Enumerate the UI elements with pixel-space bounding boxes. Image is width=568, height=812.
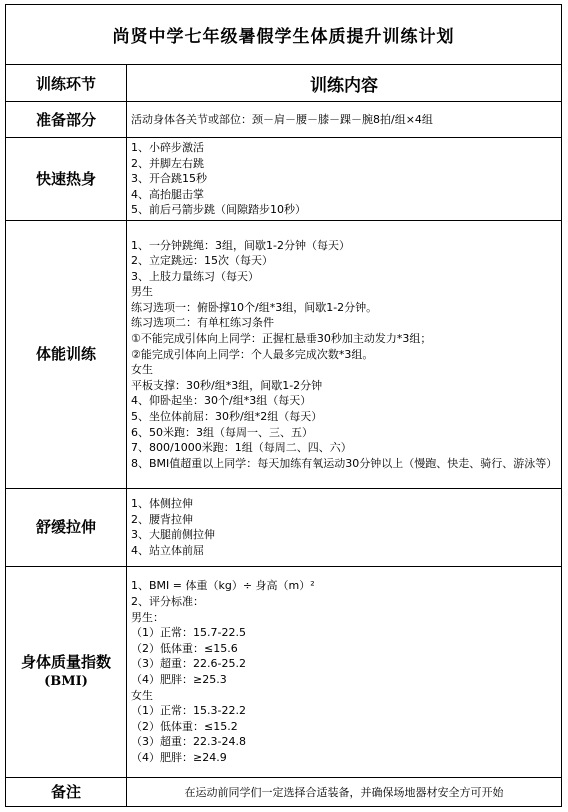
physical-line: 2、立定跳远：15次（每天） [131, 254, 273, 268]
cooldown-content [127, 488, 562, 566]
note-label: 备注 [6, 777, 127, 806]
warmup-label: 快速热身 [6, 138, 127, 221]
bmi-line: 1、BMI = 体重（kg）÷ 身高（m）² [131, 579, 315, 593]
physical-line: ②能完成引体向上同学：个人最多完成次数*3组。 [131, 347, 374, 361]
bmi-line: （1）正常：15.7-22.5 [131, 626, 246, 640]
prep-content [127, 102, 562, 138]
cooldown-line: 2、腰背拉伸 [131, 512, 193, 526]
physical-line: ①不能完成引体向上同学：正握杠悬垂30秒加主动发力*3组； [131, 332, 432, 346]
bmi-content [127, 566, 562, 777]
warmup-line: 3、开合跳15秒 [131, 172, 207, 186]
physical-line: 1、一分钟跳绳：3组，间歇1-2分钟（每天） [131, 238, 350, 252]
warmup-line: 2、并脚左右跳 [131, 156, 204, 170]
bmi-line: （2）低体重：≤15.6 [131, 641, 238, 655]
bmi-line: 男生： [131, 610, 164, 624]
warmup-line: 1、小碎步激活 [131, 141, 204, 154]
bmi-line: （1）正常：15.3-22.2 [131, 704, 246, 718]
note-text: 在运动前同学们一定选择合适装备，并确保场地器材安全方可开始 [127, 777, 562, 806]
bmi-label-sub: (BMI) [44, 673, 88, 689]
physical-line: 7、800/1000米跑：1组（每周二、四、六） [131, 441, 352, 455]
cooldown-label: 舒缓拉伸 [6, 488, 127, 566]
physical-line: 男生 [131, 285, 153, 299]
page-title: 尚贤中学七年级暑假学生体质提升训练计划 [6, 5, 562, 65]
physical-line: 8、BMI值超重以上同学：每天加练有氧运动30分钟以上（慢跑、快走、骑行、游泳等） [131, 456, 558, 470]
bmi-line: （2）低体重：≤15.2 [131, 719, 238, 733]
physical-content [127, 220, 562, 488]
physical-line: 练习选项二：有单杠练习条件 [131, 316, 274, 330]
bmi-line: 2、评分标准： [131, 595, 204, 608]
bmi-label: 身体质量指数 [20, 652, 111, 671]
training-plan-sheet [5, 4, 562, 809]
header-stage: 训练环节 [6, 65, 127, 102]
header-content: 训练内容 [127, 65, 562, 102]
bmi-line: （3）超重：22.3-24.8 [131, 735, 246, 749]
bmi-line: （3）超重：22.6-25.2 [131, 657, 246, 671]
physical-label: 体能训练 [6, 220, 127, 488]
bmi-line: 女生 [131, 688, 153, 702]
warmup-content [127, 138, 562, 221]
cooldown-line: 4、站立体前屈 [131, 544, 204, 558]
physical-line: 5、坐位体前屈：30秒/组*2组（每天） [131, 410, 323, 424]
cooldown-line: 1、体侧拉伸 [131, 497, 193, 511]
prep-label: 准备部分 [6, 102, 127, 138]
physical-line: 练习选项一：俯卧撑10个/组*3组，间歇1-2分钟。 [131, 300, 378, 314]
training-plan-table [5, 4, 562, 807]
bmi-label-cell [6, 566, 127, 777]
cooldown-line: 3、大腿前侧拉伸 [131, 528, 215, 542]
physical-line: 平板支撑：30秒/组*3组，间歇1-2分钟 [131, 378, 323, 392]
physical-line: 4、仰卧起坐：30个/组*3组（每天） [131, 394, 312, 408]
physical-line: 6、50米跑：3组（每周一、三、五） [131, 425, 313, 439]
physical-line: 女生 [131, 363, 153, 377]
warmup-line: 5、前后弓箭步跳（间隙踏步10秒） [131, 203, 306, 217]
bmi-line: （4）肥胖：≥25.3 [131, 672, 227, 686]
prep-line: 活动身体各关节或部位：颈－肩－腰－膝－踝－腕8拍/组×4组 [131, 112, 433, 126]
bmi-line: （4）肥胖：≥24.9 [131, 750, 227, 764]
physical-line: 3、上肢力量练习（每天） [131, 269, 259, 283]
warmup-line: 4、高抬腿击掌 [131, 187, 204, 201]
